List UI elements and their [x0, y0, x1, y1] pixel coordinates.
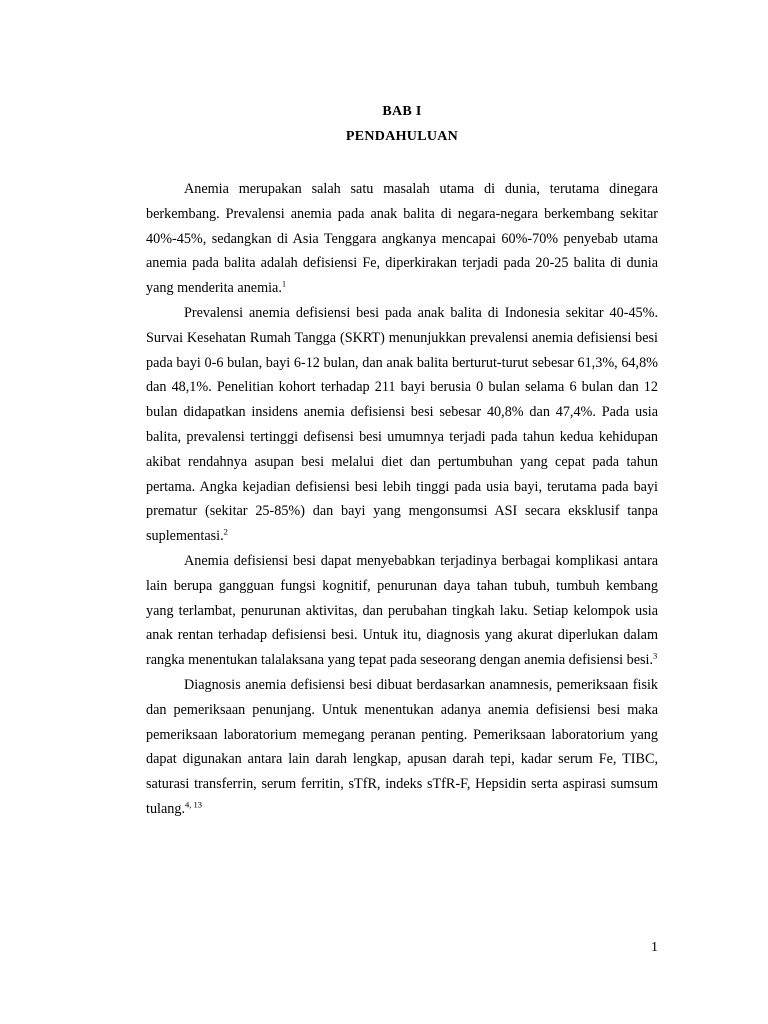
paragraph-2-text: Prevalensi anemia defisiensi besi pada anak balita di Indonesia sekitar 40-45%. Survai Kesehatan Rumah Tangga (SKRT) menunjukkan prevalensi anemia defisiensi besi pada bayi 0-6 bulan, bayi 6-12 bulan, dan anak balita berturut-turut sebesar 61,3%, 64,8% dan 48,1%. Penelitian kohort terhadap 211 bayi berusia 0 bulan selama 6 bulan dan 12 bulan didapatkan insidens anemia defisiensi besi sebesar 40,8% dan 47,4%. Pada usia balita, prevalensi tertinggi defisensi besi umumnya terjadi pada tahun kedua kehidupan akibat rendahnya asupan besi melalui diet dan pertumbuhan yang cepat pada tahun pertama. Angka kejadian defisiensi besi lebih tinggi pada usia bayi, terutama pada bayi prematur (sekitar 25-85%) dan bayi yang mengonsumsi ASI secara eksklusif tanpa suplementasi. — [146, 304, 658, 545]
chapter-heading: BAB I — [382, 104, 422, 119]
body-text — [146, 177, 658, 822]
page-number: 1 — [651, 940, 658, 955]
paragraph-4-text: Diagnosis anemia defisiensi besi dibuat berdasarkan anamnesis, pemeriksaan fisik dan pemeriksaan penunjang. Untuk menentukan adanya anemia defisiensi besi maka pemeriksaan laboratorium memegang peranan penting. Pemeriksaan laboratorium yang dapat digunakan antara lain darah lengkap, apusan darah tepi, kadar serum Fe, TIBC, saturasi transferrin, serum ferritin, sTfR, indeks sTfR-F, Hepsidin serta aspirasi sumsum tulang. — [146, 676, 658, 817]
citation-ref-2: 2 — [223, 526, 228, 537]
chapter-title: PENDAHULUAN — [345, 129, 459, 144]
paragraph-3-text: Anemia defisiensi besi dapat menyebabkan terjadinya berbagai komplikasi antara lain berupa gangguan fungsi kognitif, penurunan daya tahan tubuh, tumbuh kembang yang terlambat, penurunan aktivitas, dan perubahan tingkah laku. Setiap kelompok usia anak rentan terhadap defisiensi besi. Untuk itu, diagnosis yang akurat diperlukan dalam rangka menentukan talalaksana yang tepat pada seseorang dengan anemia defisiensi besi. — [146, 552, 658, 669]
paragraph-3 — [146, 549, 658, 673]
citation-ref-3: 3 — [653, 650, 658, 661]
paragraph-1 — [146, 177, 658, 301]
paragraph-2 — [146, 301, 658, 549]
citation-ref-4: 4, 13 — [185, 799, 203, 810]
paragraph-1-text: Anemia merupakan salah satu masalah utama di dunia, terutama dinegara berkembang. Prevalensi anemia pada anak balita di negara-negara berkembang sekitar 40%-45%, sedangkan di Asia Tenggara angkanya mencapai 60%-70% penyebab utama anemia pada balita adalah defisiensi Fe, diperkirakan terjadi pada 20-25 balita di dunia yang menderita anemia. — [146, 181, 658, 297]
citation-ref-1: 1 — [281, 278, 287, 289]
paragraph-4 — [146, 673, 658, 822]
